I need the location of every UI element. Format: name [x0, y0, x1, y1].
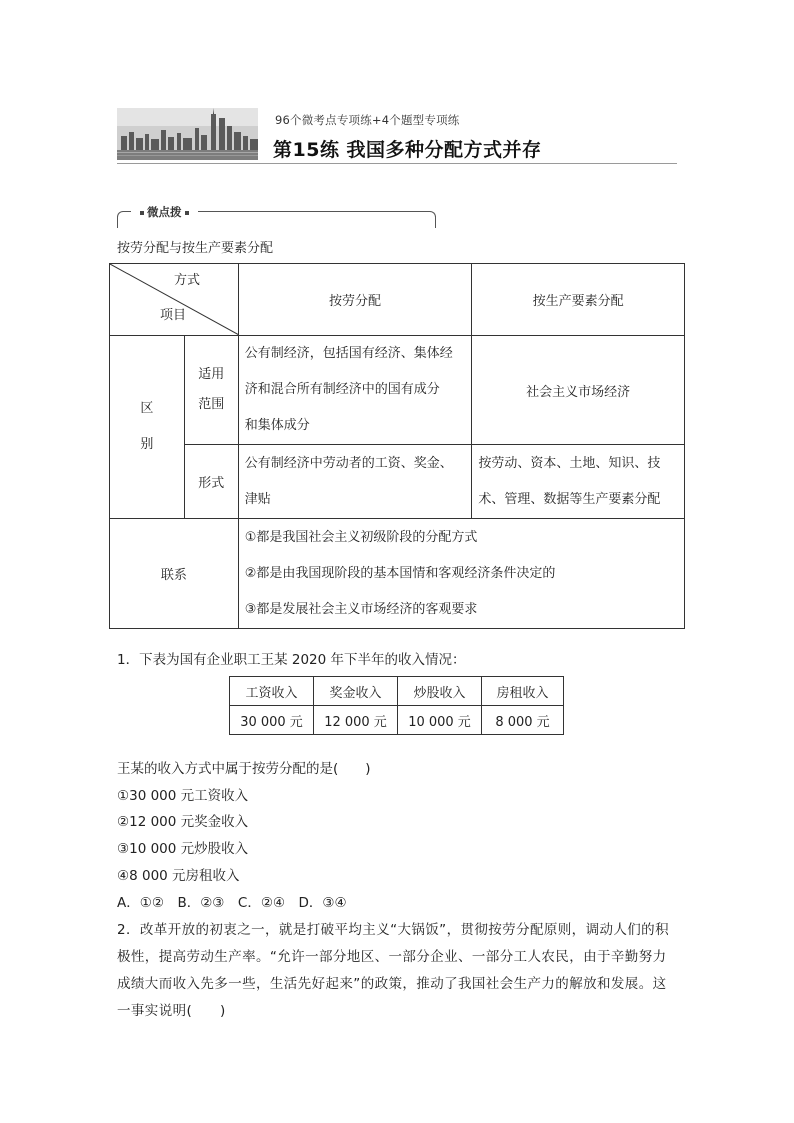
corner-top-label: 方式	[174, 273, 201, 288]
q2-paragraph	[117, 917, 682, 1025]
diff-label-cell	[110, 336, 185, 519]
income-header-cell: 炒股收入	[398, 677, 482, 706]
form-labor-line-1: 公有制经济中劳动者的工资、奖金、	[244, 455, 453, 471]
income-value-cell: 12 000 元	[314, 706, 398, 735]
income-value-cell: 10 000 元	[398, 706, 482, 735]
header-city-image	[117, 108, 258, 160]
form-factor-cell	[472, 445, 685, 519]
diagonal-header-cell	[110, 264, 239, 336]
tip-tag	[131, 204, 198, 220]
square-bullet-icon	[185, 211, 189, 215]
scope-label-1: 适用	[198, 367, 225, 382]
contact-label-cell: 联系	[110, 519, 239, 629]
table-row-form	[110, 445, 685, 519]
contact-cell	[238, 519, 684, 629]
tip-label: 微点拨	[147, 205, 182, 219]
income-table	[229, 676, 564, 735]
income-value-cell: 8 000 元	[482, 706, 564, 735]
income-header-cell: 工资收入	[230, 677, 314, 706]
q1-choices: A．①② B．②③ C．②④ D．③④	[117, 895, 347, 911]
q1-option-1: ①30 000 元工资收入	[117, 788, 249, 804]
q2-line-3: 成绩大而收入先多一些，生活先好起来”的政策，推动了我国社会生产力的解放和发展。这	[117, 976, 667, 992]
distribution-table	[109, 263, 685, 629]
income-header-cell: 房租收入	[482, 677, 564, 706]
header-divider	[117, 163, 677, 164]
contact-item-1: ①都是我国社会主义初级阶段的分配方式	[244, 529, 478, 545]
income-header-cell: 奖金收入	[314, 677, 398, 706]
q1-intro: 1．下表为国有企业职工王某 2020 年下半年的收入情况：	[117, 652, 466, 668]
q2-line-4: 一事实说明( )	[117, 1003, 226, 1019]
income-value-cell: 30 000 元	[230, 706, 314, 735]
table-header-row	[110, 264, 685, 336]
scope-labor-line-1: 公有制经济，包括国有经济、集体经	[244, 346, 453, 361]
scope-labor-cell	[238, 336, 472, 445]
table-row-scope	[110, 336, 685, 445]
table-row-contact	[110, 519, 685, 629]
header-factor: 按生产要素分配	[472, 264, 685, 336]
income-header-row	[230, 677, 564, 706]
form-labor-cell	[238, 445, 472, 519]
corner-bottom-label: 项目	[160, 308, 187, 323]
q1-option-4: ④8 000 元房租收入	[117, 868, 240, 884]
header-labor: 按劳分配	[238, 264, 472, 336]
page-title: 第15练 我国多种分配方式并存	[273, 139, 542, 161]
scope-label-cell	[184, 336, 238, 445]
contact-item-3: ③都是发展社会主义市场经济的客观要求	[244, 601, 478, 617]
q1-option-2: ②12 000 元奖金收入	[117, 814, 249, 830]
scope-labor-line-2: 济和混合所有制经济中的国有成分	[244, 382, 440, 397]
section-subtitle: 按劳分配与按生产要素分配	[117, 241, 274, 256]
form-factor-line-2: 术、管理、数据等生产要素分配	[478, 491, 661, 507]
scope-labor-line-3: 和集体成分	[244, 418, 310, 433]
q2-line-1: 2．改革开放的初衷之一，就是打破平均主义“大锅饭”，贯彻按劳分配原则，调动人们的积	[117, 922, 669, 938]
form-label-cell: 形式	[184, 445, 238, 519]
contact-item-2: ②都是由我国现阶段的基本国情和客观经济条件决定的	[244, 565, 556, 581]
form-factor-line-1: 按劳动、资本、土地、知识、技	[478, 455, 661, 471]
series-label: 96个微考点专项练+4个题型专项练	[275, 113, 460, 127]
diff-label-1: 区	[140, 401, 154, 416]
q2-line-2: 极性，提高劳动生产率。“允许一部分地区、一部分企业、一部分工人农民，由于辛勤努力	[117, 949, 667, 965]
scope-factor-cell: 社会主义市场经济	[472, 336, 685, 445]
scope-label-2: 范围	[198, 397, 225, 412]
income-value-row	[230, 706, 564, 735]
square-bullet-icon	[140, 211, 144, 215]
diff-label-2: 别	[140, 437, 154, 452]
q1-option-3: ③10 000 元炒股收入	[117, 841, 249, 857]
form-labor-line-2: 津贴	[244, 491, 271, 507]
q1-stem: 王某的收入方式中属于按劳分配的是( )	[117, 761, 371, 777]
